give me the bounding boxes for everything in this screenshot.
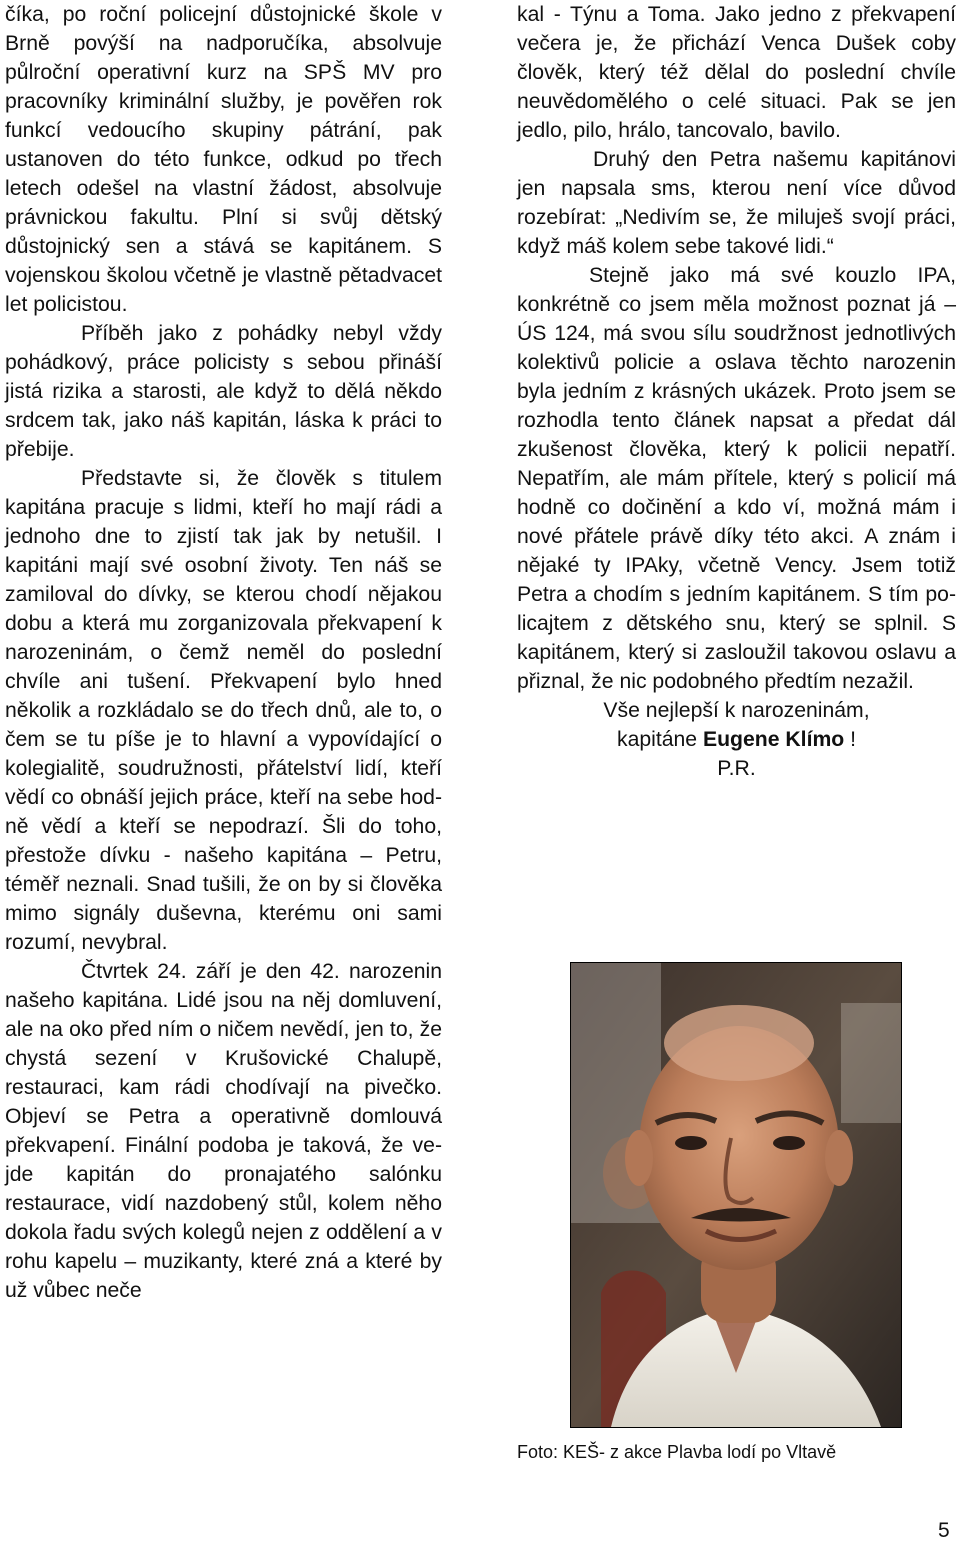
photo-caption: Foto: KEŠ- z akce Plavba lodí po Vltavě — [517, 1442, 837, 1462]
dedication-prefix: kapitáne — [616, 728, 703, 751]
portrait-illustration — [571, 963, 901, 1427]
paragraph-fairytale: Příběh jako z pohádky nebyl vždy pohádkový, práce policisty s sebou přináší jistá rizika a starosti, ale když to dělá někdo srdcem tak, jako náš kapitán, láska k práci to přebije. — [5, 322, 442, 461]
paragraph-biography: číka, po roční policejní důstojnické škole v Brně povýší na nadporučíka, absolvuje půlroční operativní kurz na SPŠ MV pro pracovníky kriminální služby, je pověřen rok funkcí vedoucího skupiny pátrání, pak ustanoven do této funkce, odkud po třech letech odešel na vlastní žádost, absolvuje právnickou fakultu. Plní si svůj dětský důstojnický sen a stává se kapitánem. S vojenskou školou včetně je vlastně pětadvacet let policistou. — [5, 3, 442, 316]
page-number: 5 — [938, 1519, 950, 1542]
left-column — [5, 0, 442, 1305]
paragraph-sms: Druhý den Petra našemu kapitánovi jen napsala sms, kterou není více důvod rozebírat: „Nedivím se, že miluješ svojí práci, když máš kolem sebe takové lidi.“ — [517, 148, 956, 258]
dedication-suffix: ! — [844, 728, 857, 751]
paragraph-ipa: Stejně jako má své kouzlo IPA, konkrétně co jsem měla možnost poznat já – ÚS 124, má svou sílu soudržnost jednotlivých kolektivů policie a oslava těchto narozenin byla jedním z krásných ukázek. Proto jsem se rozhodla tento článek napsat a předat dál zkušenost člověka, který k policii nepatří. Nepatřím, ale mám přítele, který s policií má hodně co dočinění a kdo ví, možná mám i nové přátele právě díky této akci. A znám i nějaké ty IPAky, včetně Vency. Jsem totiž Petra a chodím s jedním kapitánem. S tím policajtem z dětského snu, který se splnil. S kapitánem, který si zasloužil takovou oslavu a přiznal, že nic podobného předtím nezažil. — [517, 264, 956, 693]
closing-dedication — [517, 725, 956, 754]
signature: P.R. — [717, 757, 756, 780]
paragraph-surprise: Představte si, že člověk s titulem kapitána pracuje s lidmi, kteří ho mají rádi a jednoho dne to zjistí tak jak by netušil. I kapitáni mají své osobní životy. Ten náš se zamiloval do dívky, se kterou chodí nějakou dobu a která mu zorganizovala překvapení k narozeninám, o čemž neměl do poslední chvíle ani tušení. Překvapení bylo hned několik a rozkládalo se do třech dnů, ale to, o čem se tu píše je to hlavní a vypovídající o kolegialitě, soudružnosti, přátelství lidí, kteří vědí co obnáší jejich práce, kteří na sebe hodně vědí a kteří se nepodrazí. Šli do toho, přestože dívku - našeho kapitána – Petru, téměř neznali. Snad tušili, že on by si člověka mimo signály duševna, kterému oni sami rozumí, nevybral. — [5, 467, 442, 954]
paragraph-evening: kal - Týnu a Toma. Jako jedno z překvapení večera je, že přichází Venca Dušek coby člověk, který též dělal do poslední chvíle neuvědomělého o celé situaci. Pak se jen jedlo, pilo, hrálo, tancovalo, bavilo. — [517, 3, 956, 142]
paragraph-birthday: Čtvrtek 24. září je den 42. narozenin našeho kapitána. Lidé jsou na něj domluvení, ale na oko před ním o ničem nevědí, jen to, že chystá sezení v Krušovické Chalupě, restauraci, kam rádi chodívají na pivečko. Objeví se Petra a operativně domlouvá překvapení. Finální podoba je taková, že vejde kapitán do pronajatého salónku restaurace, vidí nazdobený stůl, kolem něho dokola řadu svých kolegů nejen z oddělení a v rohu kapelu – muzikanty, které zná a které by už vůbec neče — [5, 960, 442, 1302]
dedication-name: Eugene Klímo — [702, 728, 845, 751]
closing-wish: Vše nejlepší k narozeninám, — [603, 699, 870, 722]
right-column — [517, 0, 956, 783]
portrait-photo — [570, 962, 902, 1428]
